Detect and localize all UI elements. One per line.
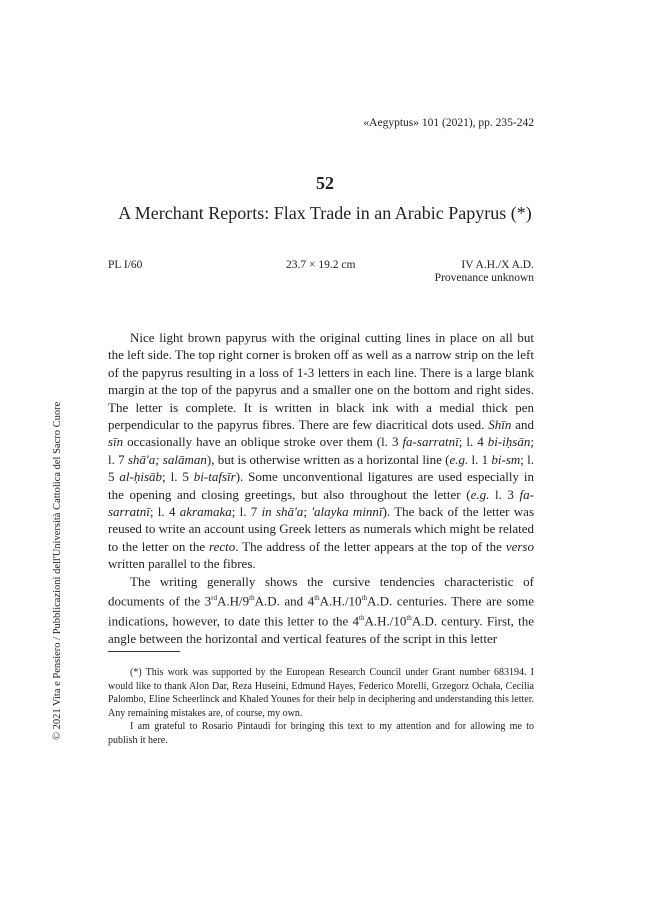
inventory-number: PL I/60 (108, 259, 143, 271)
body-paragraph-description: Nice light brown papyrus with the original cutting lines in place on all but the left side. The top right corner is broken off as well as a narrow strip on the left of the papyrus resulting in a loss of 1-3 letters in each line. There is a large blank margin at the top of the papyrus and a smaller one on the bottom and right sides. The letter is complete. It is written in black ink with a medial thick pen perpendicular to the papyrus fibres. There are few diacritical dots used. Shīn and sīn occasionally have an oblique stroke over them (l. 3 fa-sarratnī; l. 4 bi-iḥsān; l. 7 shā'a; salāman), but is otherwise written as a horizontal line (e.g. l. 1 bi-sm; l. 5 al-ḥisāb; l. 5 bi-tafsīr). Some unconventional ligatures are used especially in the opening and closing greetings, but also throughout the letter (e.g. l. 3 fa-sarratnī; l. 4 akramaka; l. 7 in shā'a; 'alayka minnī). The back of the letter was reused to write an account using Greek letters as numerals which might be related to the letter on the recto. The address of the letter appears at the top of the verso written parallel to the fibres. (108, 330, 534, 572)
journal-citation: «Aegyptus» 101 (2021), pp. 235-242 (363, 117, 534, 129)
papyrus-date: IV A.H./X A.D. (461, 259, 534, 271)
copyright-sidebar (52, 350, 66, 740)
footnote-separator (108, 651, 180, 652)
article-title: A Merchant Reports: Flax Trade in an Arabic Papyrus (*) (118, 203, 532, 223)
papyrus-provenance: Provenance unknown (434, 272, 534, 284)
footnote (108, 666, 534, 747)
papyrus-dimensions: 23.7 × 19.2 cm (286, 259, 356, 271)
footnote-paragraph-thanks: I am grateful to Rosario Pintaudi for bringing this text to my attention and for allowing me to publish it here. (108, 721, 534, 746)
date-provenance (435, 259, 534, 285)
footnote-paragraph-funding: (*) This work was supported by the European Research Council under Grant number 683194. I would like to thank Alon Dar, Reza Huseini, Edmund Hayes, Federico Morelli, Grzegorz Ochała, Cecilia Palombo, Eline Scheerlinck and Khaled Younes for their help in deciphering and understanding this letter. Any remaining mistakes are, of course, my own. (108, 667, 534, 719)
article-number: 52 (316, 173, 334, 193)
copyright-text: © 2021 Vita e Pensiero / Pubblicazioni dell'Università Cattolica del Sacro Cuore (52, 401, 63, 740)
body-paragraph-dating: The writing generally shows the cursive tendencies characteristic of documents of the 3rdA.H/9thA.D. and 4thA.H./10thA.D. centuries. There are some indications, however, to date this letter to the 4thA.H./10thA.D. century. First, the angle between the horizontal and vertical features of the script in this letter (108, 573, 535, 646)
article-body (108, 329, 534, 647)
